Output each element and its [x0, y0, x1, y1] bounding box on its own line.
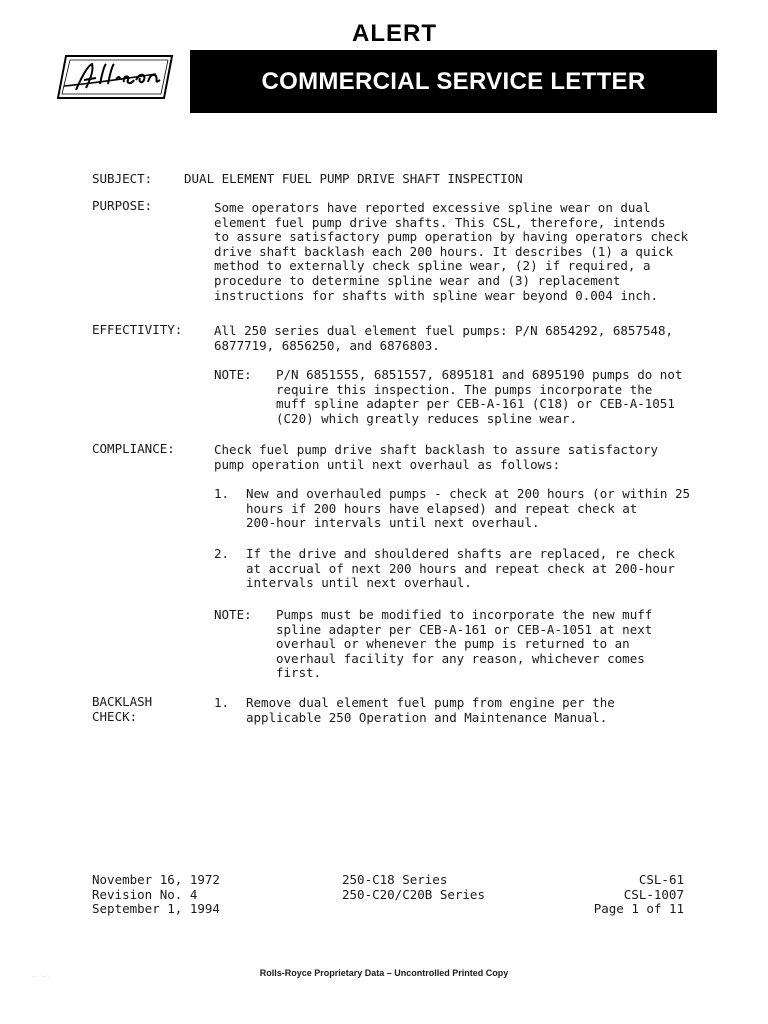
- revision-number: Revision No. 4: [92, 886, 198, 902]
- compliance-item-line: If the drive and shouldered shafts are replaced, re check: [246, 546, 675, 561]
- compliance-item: [246, 547, 675, 591]
- compliance-note-line: first.: [276, 665, 322, 681]
- compliance-note-text: [276, 608, 652, 681]
- engine-series: 250-C18 Series: [342, 872, 448, 887]
- purpose-line: procedure to determine spline wear and (3) replacement: [214, 272, 621, 288]
- effectivity-note-line: P/N 6851555, 6851557, 6895181 and 6895190 pumps do not: [276, 367, 683, 382]
- compliance-item-number: 1.: [214, 486, 230, 501]
- effectivity-line: 6877719, 6856250, and 6876803.: [214, 337, 440, 353]
- effectivity-note-line: (C20) which greatly reduces spline wear.: [276, 410, 578, 426]
- compliance-item-line: New and overhauled pumps - check at 200 hours (or within 25: [246, 486, 691, 501]
- purpose-text: [214, 201, 688, 303]
- footer-series: [342, 873, 485, 902]
- compliance-note-line: Pumps must be modified to incorporate the new muff: [276, 607, 653, 622]
- compliance-item-line: hours if 200 hours have elapsed) and repeat check at: [246, 500, 638, 516]
- subject-label: SUBJECT:: [92, 171, 153, 186]
- effectivity-label: EFFECTIVITY:: [92, 322, 183, 337]
- footer-dates: [92, 873, 220, 917]
- effectivity-note-line: muff spline adapter per CEB-A-161 (C18) or CEB-A-1051: [276, 396, 675, 412]
- backlash-label-line: CHECK:: [92, 708, 138, 724]
- compliance-line: pump operation until next overhaul as follows:: [214, 456, 561, 472]
- purpose-line: method to externally check spline wear, (2) if required, a: [214, 258, 651, 274]
- compliance-item-number: 2.: [214, 546, 230, 561]
- backlash-item-line: Remove dual element fuel pump from engine per the: [246, 695, 615, 710]
- purpose-line: drive shaft backlash each 200 hours. It describes (1) a quick: [214, 243, 674, 259]
- revision-date: September 1, 1994: [92, 901, 220, 917]
- effectivity-note-line: require this inspection. The pumps incorporate the: [276, 381, 653, 397]
- compliance-note-line: spline adapter per CEB-A-161 or CEB-A-1051 at next: [276, 621, 653, 637]
- purpose-line: Some operators have reported excessive spline wear on dual: [214, 200, 651, 215]
- backlash-check-label: [92, 695, 152, 724]
- compliance-note-line: overhaul or whenever the pump is returned to an: [276, 636, 630, 652]
- effectivity-line: All 250 series dual element fuel pumps: P/N 6854292, 6857548,: [214, 323, 674, 338]
- engine-series: 250-C20/C20B Series: [342, 886, 485, 902]
- compliance-text: [214, 443, 658, 472]
- compliance-item: [246, 487, 690, 531]
- csl-number: CSL-61: [638, 872, 684, 887]
- subject-text: DUAL ELEMENT FUEL PUMP DRIVE SHAFT INSPECTION: [184, 171, 523, 186]
- effectivity-text: [214, 324, 673, 353]
- purpose-label: PURPOSE:: [92, 198, 153, 213]
- compliance-note-line: overhaul facility for any reason, whichever comes: [276, 650, 645, 666]
- backlash-item: [246, 696, 615, 725]
- page-number: Page 1 of 11: [593, 901, 684, 917]
- alert-heading: ALERT: [352, 20, 437, 47]
- purpose-line: to assure satisfactory pump operation by having operators check: [214, 229, 689, 245]
- allison-logo-icon: [56, 50, 176, 104]
- corner-mark: ·∙ˑ·ˑ ·∙ˑ·: [32, 974, 50, 980]
- purpose-line: element fuel pump drive shafts. This CSL, therefore, intends: [214, 214, 666, 230]
- backlash-item-number: 1.: [214, 695, 230, 710]
- allison-logo: [56, 50, 176, 104]
- compliance-item-line: 200-hour intervals until next overhaul.: [246, 515, 540, 531]
- backlash-item-line: applicable 250 Operation and Maintenance Manual.: [246, 709, 608, 725]
- csl-number: CSL-1007: [623, 886, 684, 902]
- compliance-line: Check fuel pump drive shaft backlash to assure satisfactory: [214, 442, 659, 457]
- service-letter-banner: [190, 50, 717, 113]
- banner-title: COMMERCIAL SERVICE LETTER: [261, 67, 646, 95]
- compliance-note-label: NOTE:: [214, 607, 252, 622]
- backlash-label-line: BACKLASH: [92, 694, 153, 709]
- footer-reference: [560, 873, 684, 917]
- issue-date: November 16, 1972: [92, 872, 220, 887]
- effectivity-note-label: NOTE:: [214, 367, 252, 382]
- purpose-line: instructions for shafts with spline wear beyond 0.004 inch.: [214, 287, 659, 303]
- proprietary-notice: Rolls-Royce Proprietary Data – Uncontrolled Printed Copy: [259, 968, 509, 978]
- compliance-label: COMPLIANCE:: [92, 441, 175, 456]
- effectivity-note-text: [276, 368, 682, 426]
- compliance-item-line: intervals until next overhaul.: [246, 575, 472, 591]
- compliance-item-line: at accrual of next 200 hours and repeat check at 200-hour: [246, 560, 675, 576]
